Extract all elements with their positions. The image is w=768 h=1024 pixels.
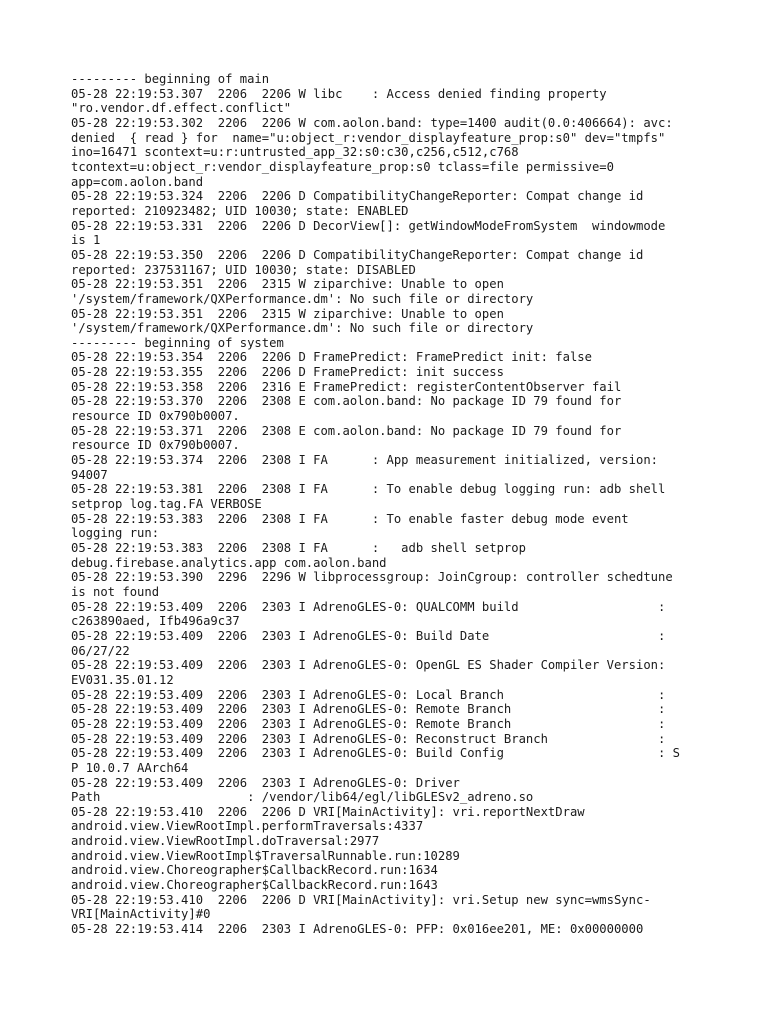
log-line: 05-28 22:19:53.307 2206 2206 W libc : Access denied finding property — [71, 86, 607, 101]
log-line: 05-28 22:19:53.383 2206 2308 I FA : adb shell setprop — [71, 541, 526, 555]
log-line: android.view.ViewRootImpl$TraversalRunnable.run:10289 — [71, 848, 460, 863]
log-line: 05-28 22:19:53.414 2206 2303 I AdrenoGLES-0: PFP: 0x016ee201, ME: 0x00000000 — [71, 922, 644, 937]
log-line: 05-28 22:19:53.351 2206 2315 W ziparchive: Unable to open — [71, 277, 504, 292]
log-line: ino=16471 scontext=u:r:untrusted_app_32:s0:c30,c256,c512,c768 — [71, 145, 519, 160]
log-line: '/system/framework/QXPerformance.dm': No such file or directory — [71, 291, 534, 306]
log-line: 05-28 22:19:53.354 2206 2206 D FramePredict: FramePredict init: false — [71, 350, 592, 365]
log-line: "ro.vendor.df.effect.conflict" — [71, 101, 292, 116]
log-line: 05-28 22:19:53.409 2206 2303 I AdrenoGLES-0: Build Date : — [71, 628, 666, 643]
log-line: 05-28 22:19:53.410 2206 2206 D VRI[MainActivity]: vri.reportNextDraw — [71, 804, 585, 819]
log-line: 05-28 22:19:53.381 2206 2308 I FA : To enable debug logging run: adb shell — [71, 482, 666, 497]
log-line: 05-28 22:19:53.410 2206 2206 D VRI[MainActivity]: vri.Setup new sync=wmsSync- — [71, 892, 651, 907]
log-line: resource ID 0x790b0007. — [71, 409, 240, 424]
log-line: android.view.ViewRootImpl.doTraversal:2977 — [71, 834, 380, 849]
log-line: EV031.35.01.12 — [71, 672, 174, 687]
log-line: 05-28 22:19:53.409 2206 2303 I AdrenoGLES-0: Reconstruct Branch : — [71, 731, 666, 746]
log-line: is 1 — [71, 233, 101, 248]
log-line: 05-28 22:19:53.358 2206 2316 E FramePredict: registerContentObserver fail — [71, 379, 622, 394]
log-line: VRI[MainActivity]#0 — [71, 907, 211, 922]
log-line: --------- beginning of main — [71, 72, 270, 86]
log-line: android.view.ViewRootImpl.performTraversals:4337 — [71, 819, 424, 834]
log-line: 05-28 22:19:53.302 2206 2206 W com.aolon.band: type=1400 audit(0.0:406664): avc: — [71, 115, 673, 130]
log-line: reported: 210923482; UID 10030; state: ENABLED — [71, 203, 409, 218]
log-line: android.view.Choreographer$CallbackRecord.run:1643 — [71, 878, 438, 893]
log-line: 05-28 22:19:53.409 2206 2303 I AdrenoGLES-0: Local Branch : — [71, 687, 666, 702]
log-line: 05-28 22:19:53.374 2206 2308 I FA : App measurement initialized, version: — [71, 453, 658, 468]
log-line: --------- beginning of system — [71, 335, 284, 350]
log-line: 05-28 22:19:53.331 2206 2206 D DecorView[]: getWindowModeFromSystem windowmode — [71, 218, 666, 233]
log-line: 94007 — [71, 467, 108, 482]
log-line: 05-28 22:19:53.409 2206 2303 I AdrenoGLES-0: Remote Branch : — [71, 702, 666, 717]
log-line: logging run: — [71, 526, 160, 541]
log-line: debug.firebase.analytics.app com.aolon.band — [71, 555, 387, 570]
log-line: 05-28 22:19:53.351 2206 2315 W ziparchive: Unable to open — [71, 306, 504, 321]
log-line: setprop log.tag.FA VERBOSE — [71, 497, 262, 512]
logcat-text — [71, 72, 711, 937]
log-line: resource ID 0x790b0007. — [71, 438, 240, 453]
log-line: 05-28 22:19:53.324 2206 2206 D CompatibilityChangeReporter: Compat change id — [71, 189, 644, 204]
log-line: c263890aed, Ifb496a9c37 — [71, 614, 240, 629]
log-line: denied { read } for name="u:object_r:vendor_displayfeature_prop:s0" dev="tmpfs" — [71, 130, 666, 145]
log-line: app=com.aolon.band — [71, 174, 204, 189]
log-line: 05-28 22:19:53.350 2206 2206 D CompatibilityChangeReporter: Compat change id — [71, 247, 644, 262]
log-line: 05-28 22:19:53.409 2206 2303 I AdrenoGLES-0: Remote Branch : — [71, 716, 666, 731]
log-line: 05-28 22:19:53.383 2206 2308 I FA : To enable faster debug mode event — [71, 511, 629, 526]
log-line: 05-28 22:19:53.390 2296 2296 W libprocessgroup: JoinCgroup: controller schedtune — [71, 570, 673, 585]
log-line: P 10.0.7 AArch64 — [71, 760, 189, 775]
log-line: reported: 237531167; UID 10030; state: DISABLED — [71, 262, 416, 277]
log-line: 05-28 22:19:53.409 2206 2303 I AdrenoGLES-0: QUALCOMM build : — [71, 599, 666, 614]
log-line: is not found — [71, 584, 160, 599]
log-line: 05-28 22:19:53.371 2206 2308 E com.aolon.band: No package ID 79 found for — [71, 423, 622, 438]
log-line: 05-28 22:19:53.409 2206 2303 I AdrenoGLES-0: OpenGL ES Shader Compiler Version: — [71, 658, 666, 673]
log-line: 05-28 22:19:53.409 2206 2303 I AdrenoGLES-0: Build Config : S — [71, 746, 681, 761]
log-line: 05-28 22:19:53.370 2206 2308 E com.aolon.band: No package ID 79 found for — [71, 394, 622, 409]
log-line: android.view.Choreographer$CallbackRecord.run:1634 — [71, 863, 438, 878]
log-line: tcontext=u:object_r:vendor_displayfeature_prop:s0 tclass=file permissive=0 — [71, 159, 614, 174]
log-line: 05-28 22:19:53.409 2206 2303 I AdrenoGLES-0: Driver — [71, 775, 460, 790]
log-line: '/system/framework/QXPerformance.dm': No such file or directory — [71, 321, 534, 336]
log-line: Path : /vendor/lib64/egl/libGLESv2_adreno.so — [71, 790, 534, 805]
log-line: 05-28 22:19:53.355 2206 2206 D FramePredict: init success — [71, 365, 504, 380]
log-line: 06/27/22 — [71, 643, 130, 658]
